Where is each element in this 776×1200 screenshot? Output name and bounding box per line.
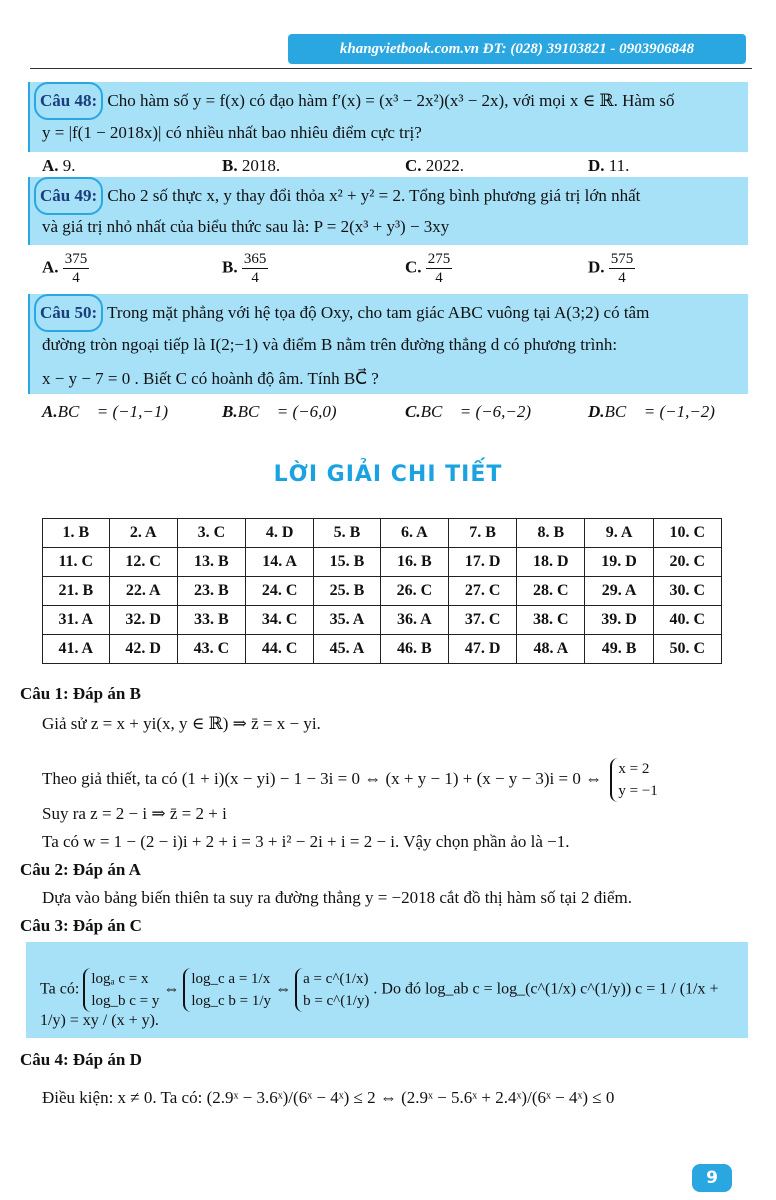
section-title: LỜI GIẢI CHI TIẾT: [273, 462, 503, 487]
solution-2-line1: Dựa vào bảng biến thiên ta suy ra đường thẳng y = −2018 cắt đồ thị hàm số tại 2 điểm.: [42, 888, 633, 907]
question-49-label: Câu 49:: [40, 186, 98, 205]
answer-row: [43, 606, 722, 635]
q50-option-a: A.BC⃗ = (−1,−1): [42, 402, 169, 421]
question-48-line1: [42, 82, 675, 120]
answer-cell: 3. C: [177, 519, 245, 548]
answer-cell: 21. B: [43, 577, 110, 606]
answer-cell: 34. C: [246, 606, 314, 635]
q49-option-c: C. $\frac{275}{4}$: [405, 251, 451, 286]
q50-option-b: B.BC⃗ = (−6,0): [222, 402, 337, 421]
answer-cell: 9. A: [585, 519, 653, 548]
answer-table: [42, 518, 722, 664]
answer-cell: 26. C: [380, 577, 448, 606]
answer-row: [43, 548, 722, 577]
answer-cell: 22. A: [109, 577, 177, 606]
q49-option-b: B. $\frac{365}{4}$: [222, 251, 267, 286]
answer-cell: 12. C: [109, 548, 177, 577]
answer-cell: 7. B: [449, 519, 517, 548]
answer-cell: 16. B: [380, 548, 448, 577]
answer-cell: 13. B: [177, 548, 245, 577]
answer-row: [43, 635, 722, 664]
solution-1-line1: Giả sử z = x + yi(x, y ∈ ℝ) ⇒ z̄ = x − yi.: [42, 714, 321, 733]
header-divider: [30, 68, 752, 69]
answer-cell: 50. C: [653, 635, 721, 664]
answer-cell: 18. D: [517, 548, 585, 577]
answer-cell: 44. C: [246, 635, 314, 664]
answer-cell: 32. D: [109, 606, 177, 635]
question-49-line2: và giá trị nhỏ nhất của biểu thức sau là: P = 2(x³ + y³) − 3xy: [42, 217, 450, 236]
question-48-text1: Cho hàm số y = f(x) có đạo hàm f′(x) = (x³ − 2x²)(x³ − 2x), với mọi x ∈ ℝ. Hàm số: [107, 91, 675, 110]
answer-cell: 33. B: [177, 606, 245, 635]
answer-cell: 31. A: [43, 606, 110, 635]
solution-1-line2: Theo giả thiết, ta có (1 + i)(x − yi) − 1 − 3i = 0 ⇔ (x + y − 1) + (x − y − 3)i = 0 ⇔ x = 2 y = −1: [42, 758, 658, 802]
answer-cell: 19. D: [585, 548, 653, 577]
question-50-text1: Trong mặt phẳng với hệ tọa độ Oxy, cho tam giác ABC vuông tại A(3;2) có tâm: [107, 303, 650, 322]
question-50-label: Câu 50:: [40, 303, 98, 322]
answer-cell: 25. B: [314, 577, 381, 606]
answer-cell: 10. C: [653, 519, 721, 548]
answer-cell: 15. B: [314, 548, 381, 577]
answer-cell: 20. C: [653, 548, 721, 577]
answer-cell: 43. C: [177, 635, 245, 664]
answer-cell: 17. D: [449, 548, 517, 577]
question-48-line2: y = |f(1 − 2018x)| có nhiều nhất bao nhiêu điểm cực trị?: [42, 123, 422, 142]
answer-cell: 42. D: [109, 635, 177, 664]
solution-4-line1: Điều kiện: x ≠ 0. Ta có: (2.9ˣ − 3.6ˣ)/(6ˣ − 4ˣ) ≤ 2 ⇔ (2.9ˣ − 5.6ˣ + 2.4ˣ)/(6ˣ − 4ˣ) ≤ 0: [42, 1088, 615, 1107]
q50-option-d: D.BC⃗ = (−1,−2): [588, 402, 715, 421]
solution-2-heading: Câu 2: Đáp án A: [20, 860, 141, 879]
answer-cell: 11. C: [43, 548, 110, 577]
answer-cell: 29. A: [585, 577, 653, 606]
solution-3-heading: Câu 3: Đáp án C: [20, 916, 142, 935]
q49-option-a: A. $\frac{375}{4}$: [42, 251, 88, 286]
answer-cell: 14. A: [246, 548, 314, 577]
question-49-text1: Cho 2 số thực x, y thay đổi thỏa x² + y² = 2. Tổng bình phương giá trị lớn nhất: [107, 186, 641, 205]
question-50-line2: đường tròn ngoại tiếp là I(2;−1) và điểm B nằm trên đường thẳng d có phương trình:: [42, 335, 618, 354]
solution-1-line4: Ta có w = 1 − (2 − i)i + 2 + i = 3 + i² − 2i + i = 2 − i. Vậy chọn phần ảo là −1.: [42, 832, 570, 851]
question-50-line3: x − y − 7 = 0 . Biết C có hoành độ âm. Tính BC⃗ ?: [42, 369, 379, 388]
answer-cell: 36. A: [380, 606, 448, 635]
answer-cell: 8. B: [517, 519, 585, 548]
answer-cell: 27. C: [449, 577, 517, 606]
answer-cell: 39. D: [585, 606, 653, 635]
page-number: 9: [692, 1164, 732, 1192]
answer-cell: 23. B: [177, 577, 245, 606]
answer-row: [43, 577, 722, 606]
question-48-label: Câu 48:: [40, 91, 98, 110]
answer-cell: 45. A: [314, 635, 381, 664]
answer-cell: 30. C: [653, 577, 721, 606]
header-banner: khangvietbook.com.vn ĐT: (028) 39103821 - 0903906848: [288, 34, 746, 64]
answer-cell: 40. C: [653, 606, 721, 635]
answer-cell: 28. C: [517, 577, 585, 606]
answer-cell: 47. D: [449, 635, 517, 664]
answer-cell: 4. D: [246, 519, 314, 548]
answer-cell: 24. C: [246, 577, 314, 606]
answer-cell: 2. A: [109, 519, 177, 548]
solution-4-heading: Câu 4: Đáp án D: [20, 1050, 142, 1069]
answer-cell: 6. A: [380, 519, 448, 548]
answer-cell: 5. B: [314, 519, 381, 548]
answer-cell: 46. B: [380, 635, 448, 664]
answer-cell: 1. B: [43, 519, 110, 548]
answer-cell: 38. C: [517, 606, 585, 635]
question-50-line1: [42, 294, 649, 332]
q48-option-d: D. 11.: [588, 156, 630, 175]
q48-option-b: B. 2018.: [222, 156, 281, 175]
answer-cell: 35. A: [314, 606, 381, 635]
solution-1-heading: Câu 1: Đáp án B: [20, 684, 141, 703]
q48-option-a: A. 9.: [42, 156, 76, 175]
q49-option-d: D. $\frac{575}{4}$: [588, 251, 634, 286]
answer-cell: 48. A: [517, 635, 585, 664]
answer-row: [43, 519, 722, 548]
q50-option-c: C.BC⃗ = (−6,−2): [405, 402, 532, 421]
solution-3-body: Ta có: logₐ c = x log_b c = y ⇔ log_c a = 1/x log_c b = 1/y ⇔ a = c^(1/x) b = c^(1/y) . Do đó log_ab c = log_(c^(1/x) c^(1/y)) c = 1 / (1/x + 1/y) = xy / (x + y).: [40, 968, 740, 1030]
solution-1-line3: Suy ra z = 2 − i ⇒ z̄ = 2 + i: [42, 804, 227, 823]
answer-cell: 49. B: [585, 635, 653, 664]
answer-cell: 37. C: [449, 606, 517, 635]
answer-cell: 41. A: [43, 635, 110, 664]
q48-option-c: C. 2022.: [405, 156, 465, 175]
